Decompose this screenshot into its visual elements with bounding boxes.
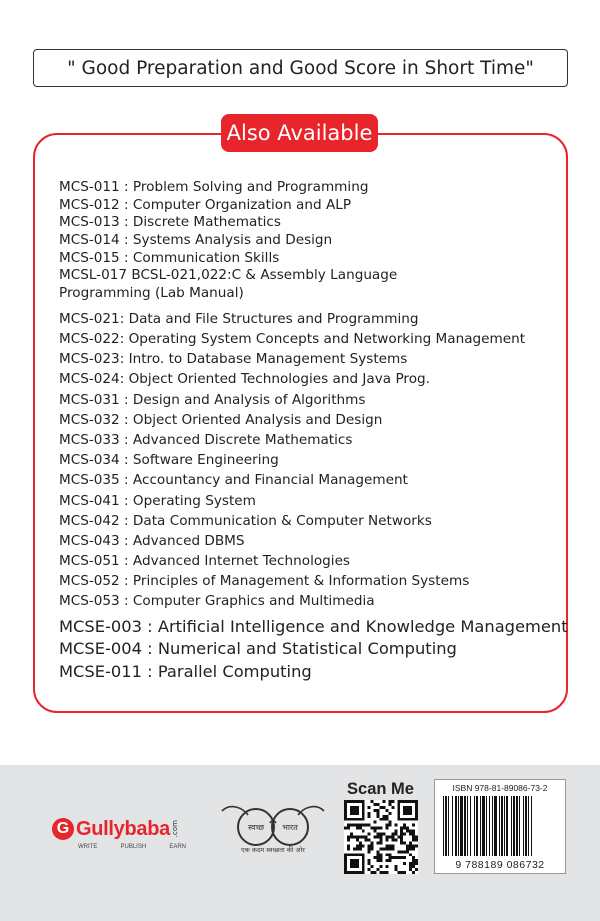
brand-name: Gullybaba	[76, 817, 170, 840]
brand-suffix: .com	[171, 820, 179, 838]
isbn-barcode	[434, 779, 566, 874]
list-item: MCSE-011 : Parallel Computing	[59, 662, 312, 681]
list-item: Programming (Lab Manual)	[59, 285, 244, 302]
brand-slogan	[78, 844, 186, 850]
slogan-word: WRITE	[78, 844, 98, 850]
gullybaba-g-icon: G	[52, 818, 74, 840]
swachh-left-text: स्वच्छ	[247, 823, 265, 832]
qr-code[interactable]	[344, 800, 418, 874]
course-list	[59, 179, 568, 684]
gullybaba-logo	[52, 815, 179, 843]
list-item: MCSL-017 BCSL-021,022:C & Assembly Language	[59, 267, 398, 284]
list-item: MCS-012 : Computer Organization and ALP	[59, 196, 352, 213]
list-item: MCS-042 : Data Communication & Computer Networks	[59, 512, 432, 529]
list-item: MCS-035 : Accountancy and Financial Management	[59, 472, 408, 489]
list-item: MCS-022: Operating System Concepts and Networking Management	[59, 331, 526, 347]
list-item: MCS-024: Object Oriented Technologies and Java Prog.	[59, 371, 430, 388]
swachh-caption: एक कदम स्वच्छता की ओर	[241, 846, 305, 854]
list-item: MCS-015 : Communication Skills	[59, 249, 280, 266]
isbn-label: ISBN 978-81-89086-73-2	[452, 783, 548, 793]
isbn-number: 9 788189 086732	[455, 859, 545, 871]
slogan-word: PUBLISH	[120, 844, 147, 850]
list-item: MCS-043 : Advanced DBMS	[59, 532, 245, 549]
section-title: Also Available	[221, 114, 378, 152]
list-item: MCS-031 : Design and Analysis of Algorithms	[59, 391, 366, 408]
list-item: MCS-041 : Operating System	[59, 492, 256, 509]
list-item: MCS-023: Intro. to Database Management Systems	[59, 351, 408, 368]
list-item: MCS-014 : Systems Analysis and Design	[59, 232, 333, 249]
list-item: MCS-032 : Object Oriented Analysis and Design	[59, 411, 383, 428]
list-item: MCS-013 : Discrete Mathematics	[59, 214, 281, 231]
tagline-text: " Good Preparation and Good Score in Short Time"	[67, 57, 534, 79]
swachh-right-text: भारत	[282, 823, 298, 832]
tagline-box	[33, 49, 568, 87]
list-item: MCS-033 : Advanced Discrete Mathematics	[59, 431, 353, 448]
list-item: MCSE-004 : Numerical and Statistical Computing	[59, 639, 457, 659]
list-item: MCSE-003 : Artificial Intelligence and Knowledge Management	[59, 616, 568, 636]
list-item: MCS-053 : Computer Graphics and Multimedia	[59, 593, 375, 610]
list-item: MCS-051 : Advanced Internet Technologies	[59, 553, 351, 570]
barcode-icon	[443, 796, 559, 856]
list-item: MCS-021: Data and File Structures and Programming	[59, 310, 419, 327]
list-item: MCS-011 : Problem Solving and Programming	[59, 179, 369, 195]
list-item: MCS-052 : Principles of Management & Information Systems	[59, 573, 470, 590]
scan-me-label: Scan Me	[347, 780, 414, 798]
slogan-word: EARN	[169, 844, 186, 850]
list-item: MCS-034 : Software Engineering	[59, 452, 279, 469]
